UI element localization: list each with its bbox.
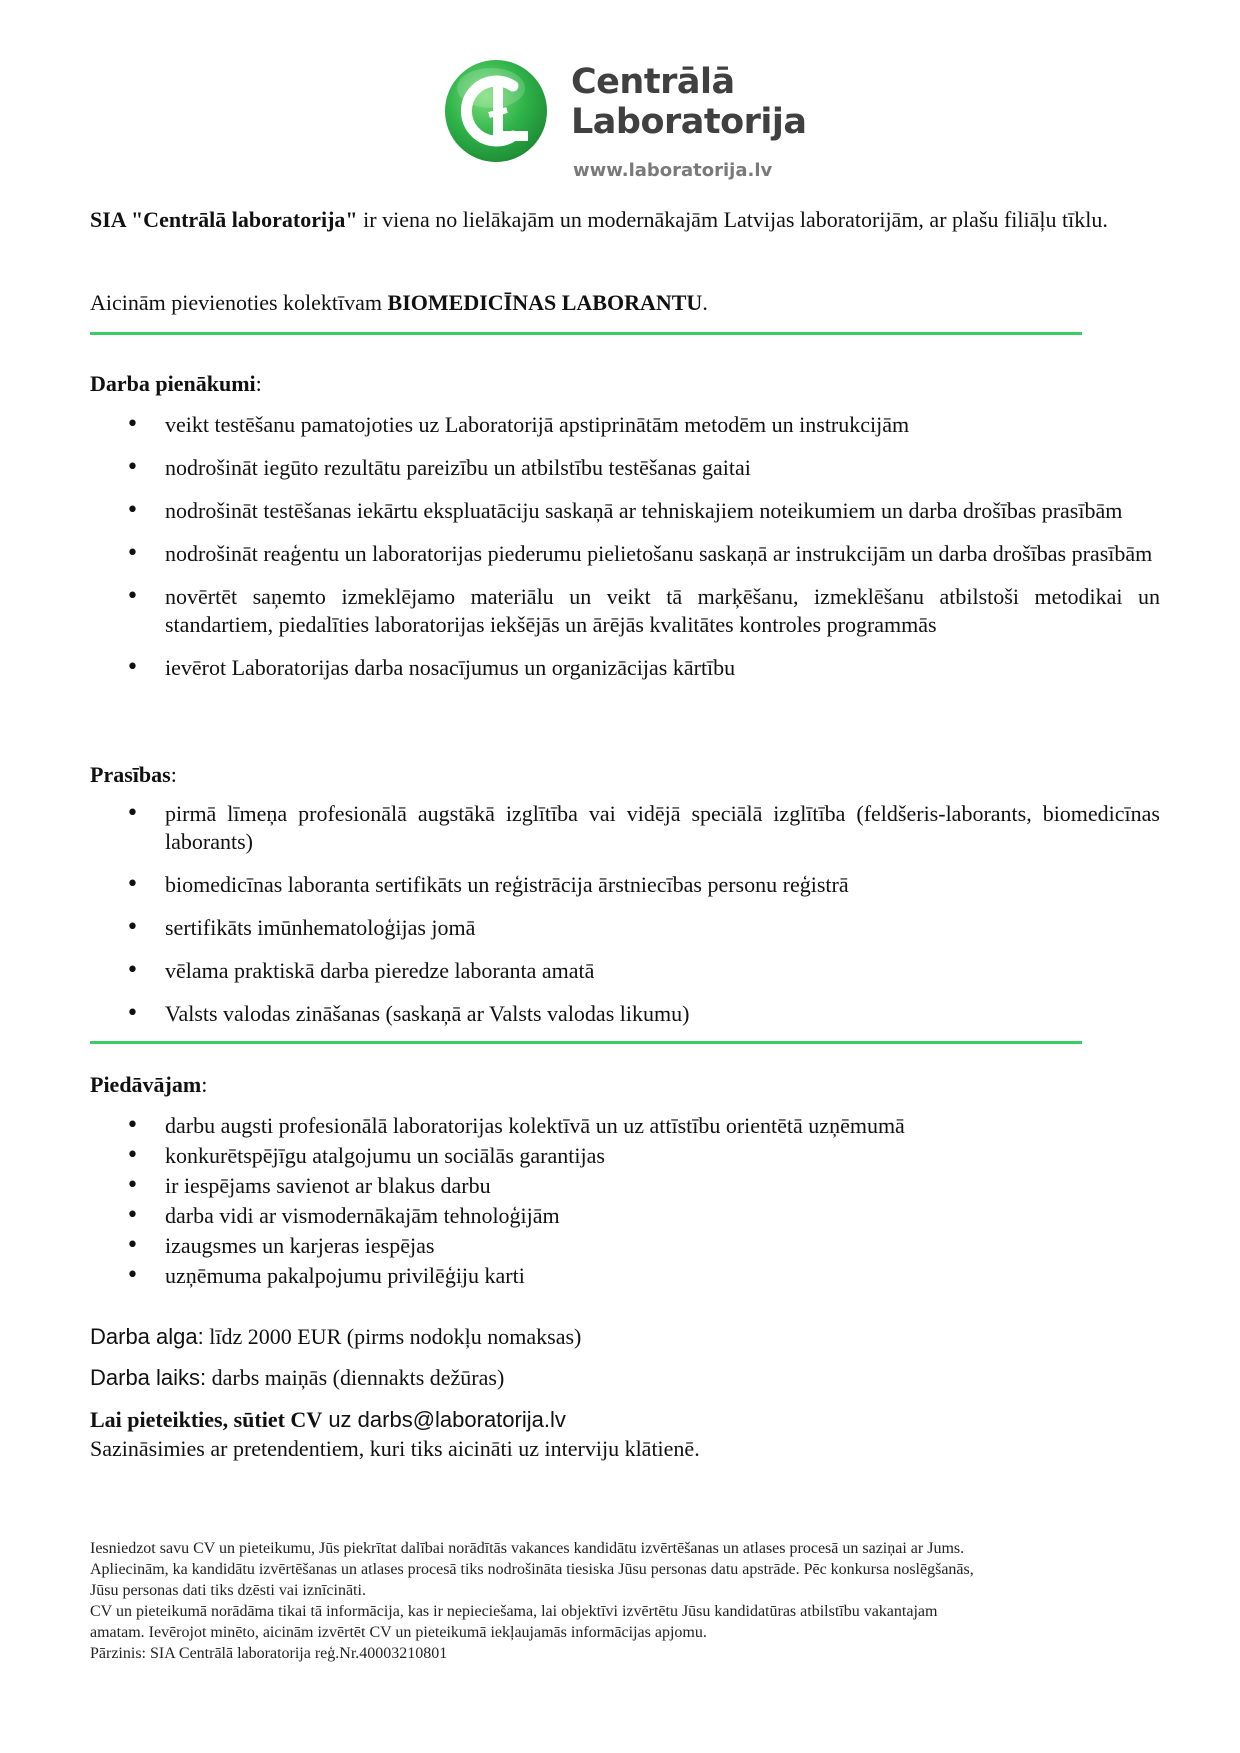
footer-line: amatam. Ievērojot minēto, aicinām izvērtēt CV un pieteikumā iekļaujamās informācijas apjomu. bbox=[90, 1624, 707, 1641]
company-name: SIA "Centrālā laboratorija" bbox=[90, 207, 358, 232]
duty-item: • novērtēt saņemto izmeklējamo materiālu un veikt tā marķēšanu, izmeklēšanu atbilstoši metodikai un standartiem, piedalīties laboratorijas iekšējās un ārējās kvalitātes kontroles programmās bbox=[90, 583, 1160, 639]
offer-item: • darba vidi ar vismodernākajām tehnoloģijām bbox=[90, 1202, 1160, 1230]
offer-item: • konkurētspējīgu atalgojumu un sociālās garantijas bbox=[90, 1142, 1160, 1170]
salary-value: līdz 2000 EUR (pirms nodokļu nomaksas) bbox=[203, 1324, 582, 1349]
footer-line: Apliecinām, ka kandidātu izvērtēšanas un atlases procesā tiks nodrošināta tiesiska Jūsu personas datu apstrāde. Pēc konkursa noslēgšanās, bbox=[90, 1561, 974, 1578]
divider-middle bbox=[90, 1041, 1082, 1044]
footer-line: Jūsu personas dati tiks dzēsti vai iznīcināti. bbox=[90, 1582, 366, 1599]
logo-name-line2: Laboratorija bbox=[571, 102, 807, 142]
duties-list bbox=[90, 411, 1160, 682]
position-title: BIOMEDICĪNAS LABORANTU bbox=[387, 290, 703, 315]
requirement-item: • vēlama praktiskā darba pieredze laboranta amatā bbox=[90, 957, 1160, 985]
invite-paragraph bbox=[90, 288, 1160, 317]
apply-email: uz darbs@laboratorija.lv bbox=[322, 1407, 566, 1432]
logo-wordmark bbox=[571, 62, 807, 142]
requirement-item: • Valsts valodas zināšanas (saskaņā ar Valsts valodas likumu) bbox=[90, 1000, 1160, 1028]
salary-line bbox=[90, 1322, 1160, 1351]
offer-heading: Piedāvājam: bbox=[90, 1072, 208, 1097]
footer-line: Pārzinis: SIA Centrālā laboratorija reģ.Nr.40003210801 bbox=[90, 1645, 448, 1662]
offer-list bbox=[90, 1112, 1160, 1290]
cl-logo-icon bbox=[443, 58, 549, 164]
logo-url: www.laboratorija.lv bbox=[573, 160, 773, 181]
hours-value: darbs maiņās (diennakts dežūras) bbox=[206, 1365, 505, 1390]
hours-line bbox=[90, 1363, 1160, 1392]
apply-bold: Lai pieteikties, sūtiet CV bbox=[90, 1407, 323, 1432]
duty-item: • nodrošināt iegūto rezultātu pareizību un atbilstību testēšanas gaitai bbox=[90, 454, 1160, 482]
salary-label: Darba alga: bbox=[90, 1324, 204, 1349]
intro-paragraph bbox=[90, 205, 1160, 234]
requirement-item: • sertifikāts imūnhematoloģijas jomā bbox=[90, 914, 1160, 942]
footer-line: Iesniedzot savu CV un pieteikumu, Jūs piekrītat dalībai norādītās vakances kandidātu izvērtēšanas un atlases procesā un saziņai ar Jums. bbox=[90, 1540, 965, 1557]
duties-heading-text: Darba pienākumi bbox=[90, 371, 256, 396]
duty-item: • nodrošināt reaģentu un laboratorijas piederumu pielietošanu saskaņā ar instrukcijām un darba drošības prasībām bbox=[90, 540, 1160, 568]
company-logo bbox=[443, 56, 823, 186]
intro-text: ir viena no lielākajām un modernākajām Latvijas laboratorijām, ar plašu filiāļu tīklu. bbox=[357, 207, 1108, 232]
duty-item: • veikt testēšanu pamatojoties uz Laboratorijā apstiprinātām metodēm un instrukcijām bbox=[90, 411, 1160, 439]
requirements-heading: Prasības: bbox=[90, 762, 177, 787]
footer-line: CV un pieteikumā norādāma tikai tā informācija, kas ir nepieciešama, lai objektīvi izvērtētu Jūsu kandidatūras atbilstību vakantajam bbox=[90, 1603, 938, 1620]
offer-item: • darbu augsti profesionālā laboratorijas kolektīvā un uz attīstību orientētā uzņēmumā bbox=[90, 1112, 1160, 1140]
contact-line: Sazināsimies ar pretendentiem, kuri tiks aicināti uz interviju klātienē. bbox=[90, 1436, 700, 1461]
duty-item: • ievērot Laboratorijas darba nosacījumus un organizācijas kārtību bbox=[90, 654, 1160, 682]
requirements-list bbox=[90, 800, 1160, 1028]
requirements-heading-text: Prasības bbox=[90, 762, 171, 787]
duties-heading: Darba pienākumi: bbox=[90, 371, 262, 396]
duty-item: • nodrošināt testēšanas iekārtu ekspluatāciju saskaņā ar tehniskajiem noteikumiem un darba drošības prasībām bbox=[90, 497, 1160, 525]
hours-label: Darba laiks: bbox=[90, 1365, 207, 1390]
logo-name-line1: Centrālā bbox=[571, 62, 735, 102]
offer-item: • uzņēmuma pakalpojumu privilēģiju karti bbox=[90, 1262, 1160, 1290]
offer-item: • ir iespējams savienot ar blakus darbu bbox=[90, 1172, 1160, 1200]
offer-heading-text: Piedāvājam bbox=[90, 1072, 202, 1097]
invite-end: . bbox=[702, 290, 708, 315]
requirement-item: • pirmā līmeņa profesionālā augstākā izglītība vai vidējā speciālā izglītība (feldšeris-laborants, biomedicīnas laborants) bbox=[90, 800, 1160, 856]
divider-top bbox=[90, 332, 1082, 335]
privacy-footer bbox=[90, 1538, 1150, 1664]
offer-item: • izaugsmes un karjeras iespējas bbox=[90, 1232, 1160, 1260]
apply-line bbox=[90, 1405, 1160, 1434]
invite-text: Aicinām pievienoties kolektīvam bbox=[90, 290, 388, 315]
requirement-item: • biomedicīnas laboranta sertifikāts un reģistrācija ārstniecības personu reģistrā bbox=[90, 871, 1160, 899]
